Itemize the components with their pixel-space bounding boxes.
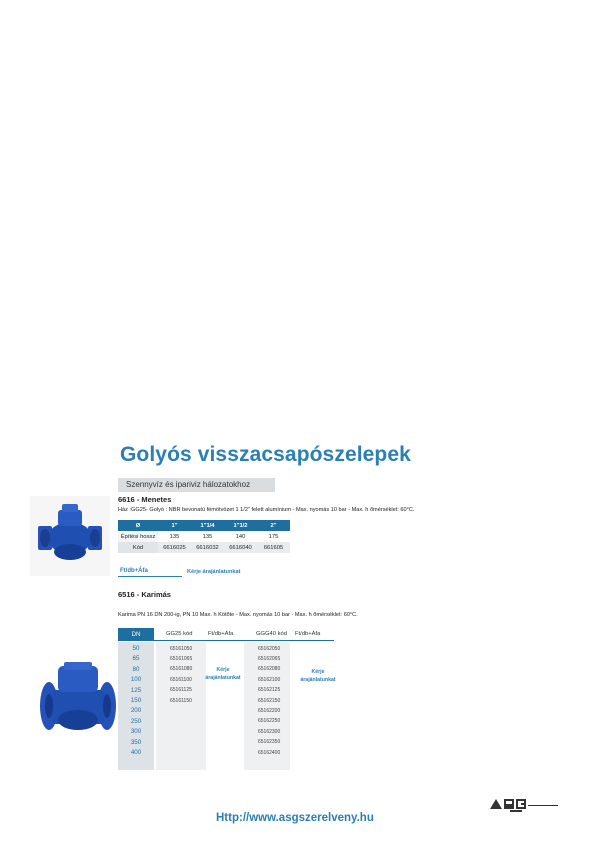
- section1-description: Ház :GG25- Golyó : NBR bevonatú fémötvözet 1 1/2" felett alumínium - Max. nyomás 10 bar - Max. h őmérséklet: 60°C.: [118, 507, 415, 513]
- ggg40-code: 65162050: [258, 645, 281, 652]
- footer-url-link[interactable]: Http://www.asgszerelveny.hu: [216, 812, 374, 824]
- page-title: Golyós visszacsapószelepek: [120, 443, 411, 466]
- table-row: [118, 531, 290, 542]
- dn-value: 250: [130, 717, 142, 725]
- section2-heading: 6516 - Karimás: [118, 590, 171, 599]
- gg25-code: 65161125: [170, 687, 192, 694]
- table-cell: 6616040: [224, 542, 257, 553]
- ask-line-1: Kérje: [311, 669, 325, 675]
- table-header-line: [154, 640, 334, 641]
- table-header-cell: 2": [257, 520, 290, 531]
- dn-value: 125: [130, 686, 142, 694]
- section1-table: [118, 520, 290, 553]
- table-cell: 6616025: [158, 542, 191, 553]
- ggg40-code: 65162300: [258, 728, 281, 735]
- gg25-header: GG25 kód: [166, 631, 193, 637]
- table-header-cell: Ø: [118, 520, 158, 531]
- price-label: Ft/db+Áfa: [120, 568, 148, 574]
- dn-value: 65: [132, 655, 140, 663]
- table-row: [118, 542, 290, 553]
- ggg40-header: GGG40 kód: [256, 631, 287, 637]
- dn-value: 100: [130, 676, 142, 684]
- dn-value: 200: [130, 707, 142, 715]
- row-label: Építési hossz: [118, 531, 158, 542]
- ggg40-code: 65162080: [258, 666, 281, 673]
- ask-price-note: Kérje árajánlatunkat: [187, 569, 241, 575]
- ask-line-2: árajánlatunkat: [300, 677, 336, 683]
- ggg40-code: 65162400: [258, 749, 281, 756]
- table-cell: 175: [257, 531, 290, 542]
- ask-price-note-ggg40: [296, 668, 340, 684]
- dn-value: 50: [132, 645, 140, 652]
- dn-value: 400: [130, 749, 142, 756]
- price-header: Ft/db+Áfa: [208, 631, 234, 637]
- section1-heading: 6616 - Menetes: [118, 495, 172, 504]
- ask-price-note-gg25: [203, 666, 243, 682]
- table-header-row: [118, 520, 290, 531]
- price-underline: [118, 576, 182, 577]
- subtitle: Szennyvíz és ipariviz hálozatokhoz: [126, 480, 251, 489]
- ask-line-2: árajánlatunkat: [205, 675, 241, 681]
- price-header-2: Ft/db+Áfa: [295, 631, 321, 637]
- ggg40-code: 65162200: [258, 707, 281, 714]
- dn-header-label: DN: [131, 631, 141, 638]
- gg25-code: 65161080: [170, 666, 193, 673]
- table-cell: 661605: [257, 542, 290, 553]
- row-label: Kód: [118, 542, 158, 553]
- ggg40-code: 65162065: [258, 655, 281, 662]
- section2-description: Karima PN 16 DN 200-ig, PN 10 Max. h Kötőte - Max. nyomás 10 bar - Max. h őmérséklet: 60°C.: [118, 612, 358, 618]
- dn-value: 150: [130, 697, 142, 704]
- dn-value: 80: [132, 665, 140, 673]
- table-header-cell: 1": [158, 520, 191, 531]
- ask-line-1: Kérje: [216, 667, 230, 673]
- table-cell: 135: [191, 531, 224, 542]
- gg25-code: 65161065: [170, 655, 193, 662]
- ggg40-code: 65162250: [258, 718, 281, 725]
- dn-value: 300: [130, 728, 142, 736]
- gg25-code: 65161050: [170, 645, 193, 652]
- asg-logo: [488, 795, 560, 815]
- table-cell: 135: [158, 531, 191, 542]
- ggg40-code: 65162125: [258, 687, 281, 694]
- ggg40-code: 65162350: [258, 739, 281, 746]
- table-cell: 6616032: [191, 542, 224, 553]
- table-cell: 140: [224, 531, 257, 542]
- ggg40-code: 65162150: [258, 697, 281, 704]
- table-header-cell: 1"1/2: [224, 520, 257, 531]
- ggg40-code: 65162100: [258, 676, 281, 683]
- flanged-valve-image: [36, 660, 120, 740]
- table-header-cell: 1"1/4: [191, 520, 224, 531]
- dn-value: 350: [130, 738, 142, 746]
- gg25-code: 65161150: [170, 697, 192, 704]
- threaded-valve-image: [30, 496, 110, 576]
- gg25-code: 65161100: [170, 676, 192, 683]
